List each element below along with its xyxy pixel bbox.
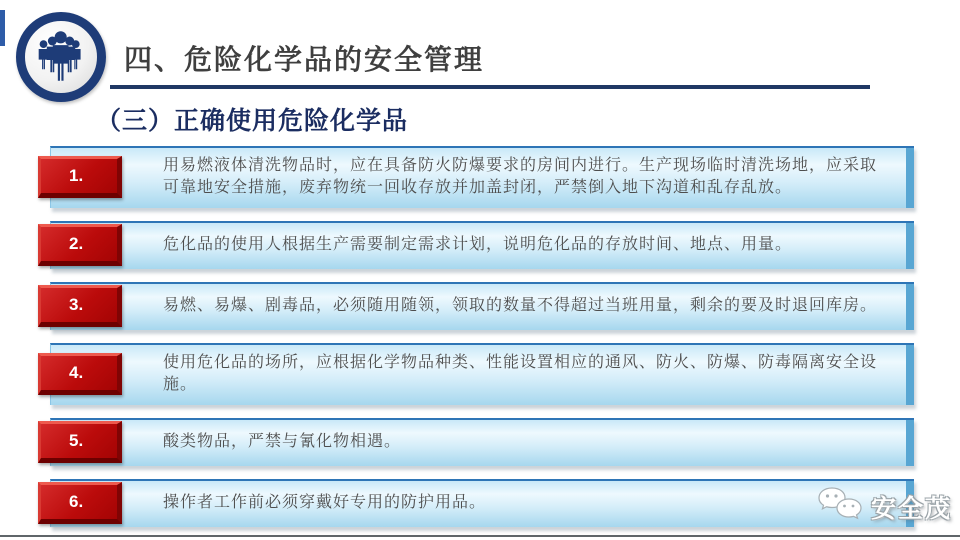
item-text: 用易燃液体清洗物品时，应在具备防火防爆要求的房间内进行。生产现场临时清洗场地，应采取可靠地安全措施，废弃物统一回收存放并加盖封闭，严禁倒入地下沟道和乱存乱放。 — [163, 157, 878, 196]
title-underline — [110, 85, 870, 89]
item-list — [38, 146, 914, 527]
item-text: 酸类物品，严禁与氰化物相遇。 — [163, 433, 402, 450]
item-number-box — [38, 421, 122, 463]
page-title: 四、危险化学品的安全管理 — [124, 44, 485, 75]
item-text: 易燃、易爆、剧毒品，必须随用随领，领取的数量不得超过当班用量，剩余的要及时退回库房。 — [163, 297, 878, 314]
item-text: 使用危化品的场所，应根据化学物品种类、性能设置相应的通风、防火、防爆、防毒隔离安全设施。 — [163, 354, 878, 393]
section-subtitle: （三）正确使用危险化学品 — [96, 107, 409, 135]
list-item — [38, 418, 914, 466]
list-item — [38, 479, 914, 527]
item-number-box — [38, 353, 122, 395]
item-number-box — [38, 285, 122, 327]
item-number-box — [38, 156, 122, 198]
list-item — [38, 343, 914, 405]
list-item — [38, 282, 914, 330]
item-text-bar — [50, 418, 914, 466]
item-number: 6. — [69, 492, 84, 511]
watermark-label: 安全茂 — [870, 494, 952, 523]
people-group-icon — [16, 12, 106, 102]
item-text-bar — [50, 146, 914, 208]
item-text-bar — [50, 282, 914, 330]
watermark — [817, 485, 952, 528]
item-number-box — [38, 224, 122, 266]
wechat-icon — [817, 485, 865, 528]
item-number: 4. — [69, 363, 84, 382]
item-number: 2. — [69, 234, 84, 253]
item-text-bar — [50, 221, 914, 269]
item-number: 3. — [69, 295, 84, 314]
list-item — [38, 146, 914, 208]
corner-accent-bar — [0, 10, 5, 46]
item-number: 1. — [69, 166, 84, 185]
item-number-box — [38, 482, 122, 524]
item-text: 操作者工作前必须穿戴好专用的防护用品。 — [163, 494, 487, 511]
item-number: 5. — [69, 431, 84, 450]
bottom-divider — [0, 535, 960, 537]
list-item — [38, 221, 914, 269]
item-text-bar — [50, 479, 914, 527]
item-text: 危化品的使用人根据生产需要制定需求计划，说明危化品的存放时间、地点、用量。 — [163, 236, 793, 253]
item-text-bar — [50, 343, 914, 405]
